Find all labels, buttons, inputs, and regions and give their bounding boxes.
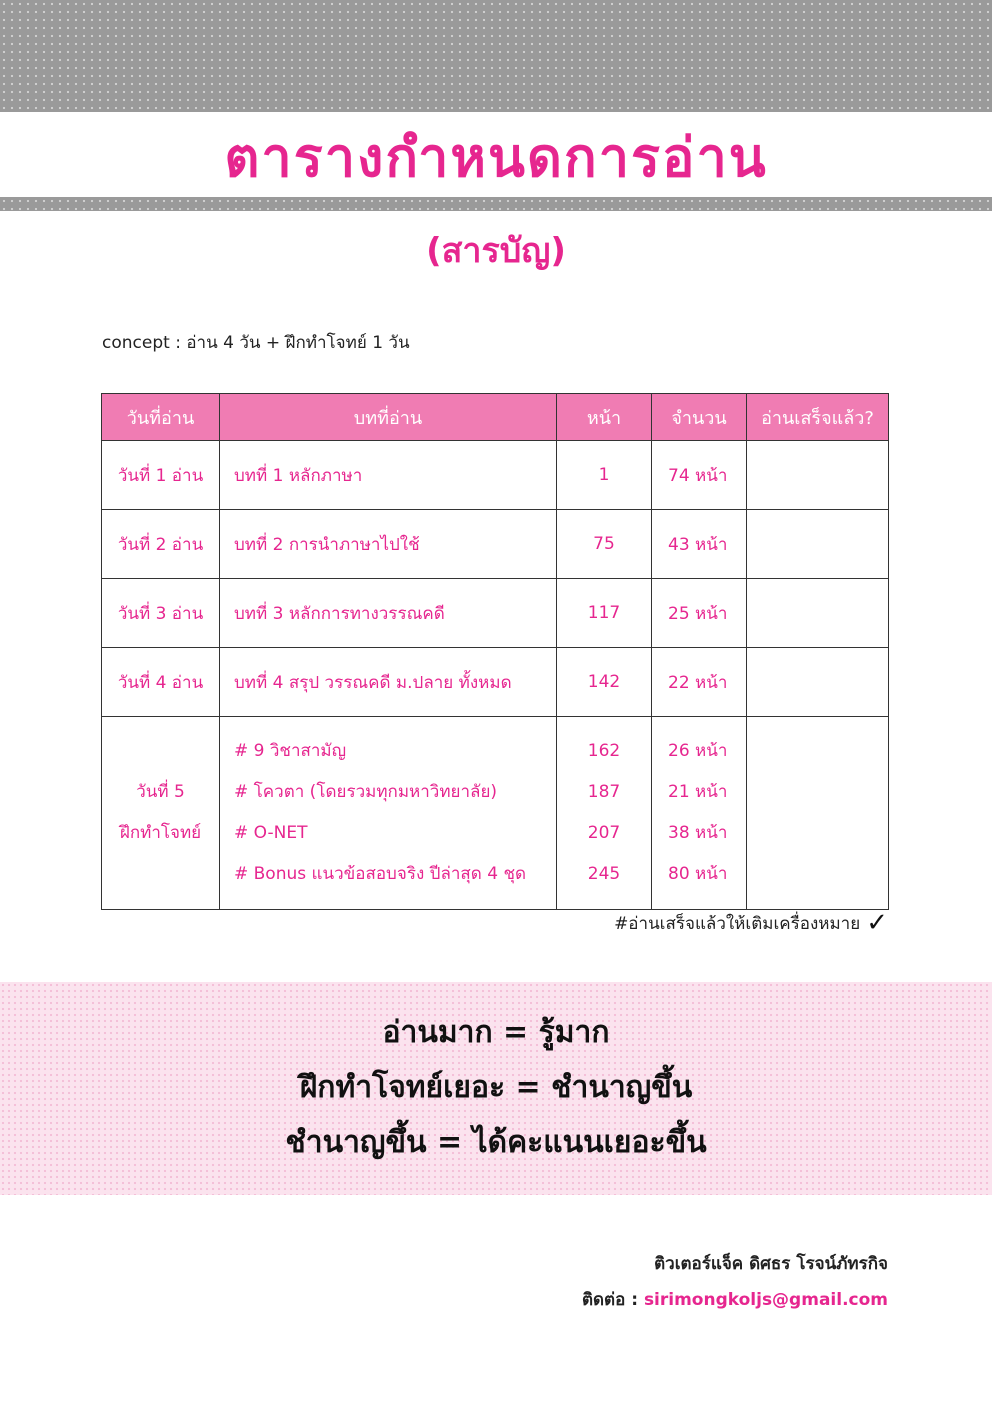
chapter-cell: บทที่ 2 การนำภาษาไปใช้ (220, 510, 557, 579)
practice-item-page: 207 (587, 823, 621, 843)
col-header-count: จำนวน (652, 394, 747, 441)
chapter-cell: บทที่ 4 สรุป วรรณคดี ม.ปลาย ทั้งหมด (220, 648, 557, 717)
completion-note-text: #อ่านเสร็จแล้วให้เติมเครื่องหมาย (614, 914, 861, 934)
table-row (102, 579, 889, 648)
done-checkbox-cell[interactable] (747, 648, 889, 717)
chapter-cell: บทที่ 3 หลักการทางวรรณคดี (220, 579, 557, 648)
checkmark-icon: ✓ (866, 908, 888, 938)
day-cell (102, 717, 220, 910)
page-cell: 75 (557, 510, 652, 579)
practice-item-page: 187 (587, 782, 621, 802)
day-cell: วันที่ 4 อ่าน (102, 648, 220, 717)
reading-schedule-table (101, 393, 889, 910)
table-row (102, 441, 889, 510)
practice-item-count: 26 หน้า (668, 741, 728, 761)
table-header-row (102, 394, 889, 441)
chapter-cell: บทที่ 1 หลักภาษา (220, 441, 557, 510)
table-row (102, 510, 889, 579)
practice-item-count: 21 หน้า (668, 782, 728, 802)
done-checkbox-cell[interactable] (747, 510, 889, 579)
day5-sublabel: ฝึกทำโจทย์ (119, 823, 202, 843)
chapter-cell (220, 717, 557, 910)
done-checkbox-cell[interactable] (747, 717, 889, 910)
count-cell: 25 หน้า (652, 579, 747, 648)
page-cell: 142 (557, 648, 652, 717)
day-cell: วันที่ 2 อ่าน (102, 510, 220, 579)
page-subtitle: (สารบัญ) (426, 231, 566, 271)
practice-item-chapter: # Bonus แนวข้อสอบจริง ปีล่าสุด 4 ชุด (234, 864, 527, 884)
email-link[interactable]: sirimongkoljs@gmail.com (643, 1290, 888, 1310)
count-cell: 74 หน้า (652, 441, 747, 510)
top-dotted-band (0, 0, 992, 112)
practice-item-count: 38 หน้า (668, 823, 728, 843)
col-header-page: หน้า (557, 394, 652, 441)
practice-item-chapter: # โควตา (โดยรวมทุกมหาวิทยาลัย) (234, 782, 498, 802)
done-checkbox-cell[interactable] (747, 441, 889, 510)
practice-item-page: 162 (587, 741, 621, 761)
concept-text: concept : อ่าน 4 วัน + ฝึกทำโจทย์ 1 วัน (102, 333, 410, 353)
page-cell (557, 717, 652, 910)
page-cell: 1 (557, 441, 652, 510)
day-cell: วันที่ 1 อ่าน (102, 441, 220, 510)
practice-item-chapter: # O-NET (234, 823, 308, 843)
page-cell: 117 (557, 579, 652, 648)
count-cell (652, 717, 747, 910)
table-row-day5 (102, 717, 889, 910)
contact-line (582, 1286, 888, 1314)
done-checkbox-cell[interactable] (747, 579, 889, 648)
day-cell: วันที่ 3 อ่าน (102, 579, 220, 648)
contact-label: ติดต่อ : (581, 1290, 644, 1310)
motto-line-3: ชำนาญขึ้น = ได้คะแนนเยอะขึ้น (285, 1125, 707, 1160)
page-title: ตารางกำหนดการอ่าน (224, 126, 768, 189)
count-cell: 22 หน้า (652, 648, 747, 717)
completion-note (614, 908, 888, 939)
count-cell: 43 หน้า (652, 510, 747, 579)
practice-item-chapter: # 9 วิชาสามัญ (234, 741, 347, 761)
motto-line-1: อ่านมาก = รู้มาก (382, 1015, 610, 1050)
practice-item-page: 245 (587, 864, 621, 884)
day5-label: วันที่ 5 (136, 782, 185, 802)
col-header-day: วันที่อ่าน (102, 394, 220, 441)
motto-line-2: ฝึกทำโจทย์เยอะ = ชำนาญขึ้น (299, 1070, 693, 1105)
practice-item-count: 80 หน้า (668, 864, 728, 884)
title-divider-band (0, 197, 992, 211)
author-name: ติวเตอร์แจ็ค ดิศธร โรจน์ภัทรกิจ (654, 1254, 888, 1274)
col-header-chapter: บทที่อ่าน (220, 394, 557, 441)
col-header-done: อ่านเสร็จแล้ว? (747, 394, 889, 441)
table-row (102, 648, 889, 717)
